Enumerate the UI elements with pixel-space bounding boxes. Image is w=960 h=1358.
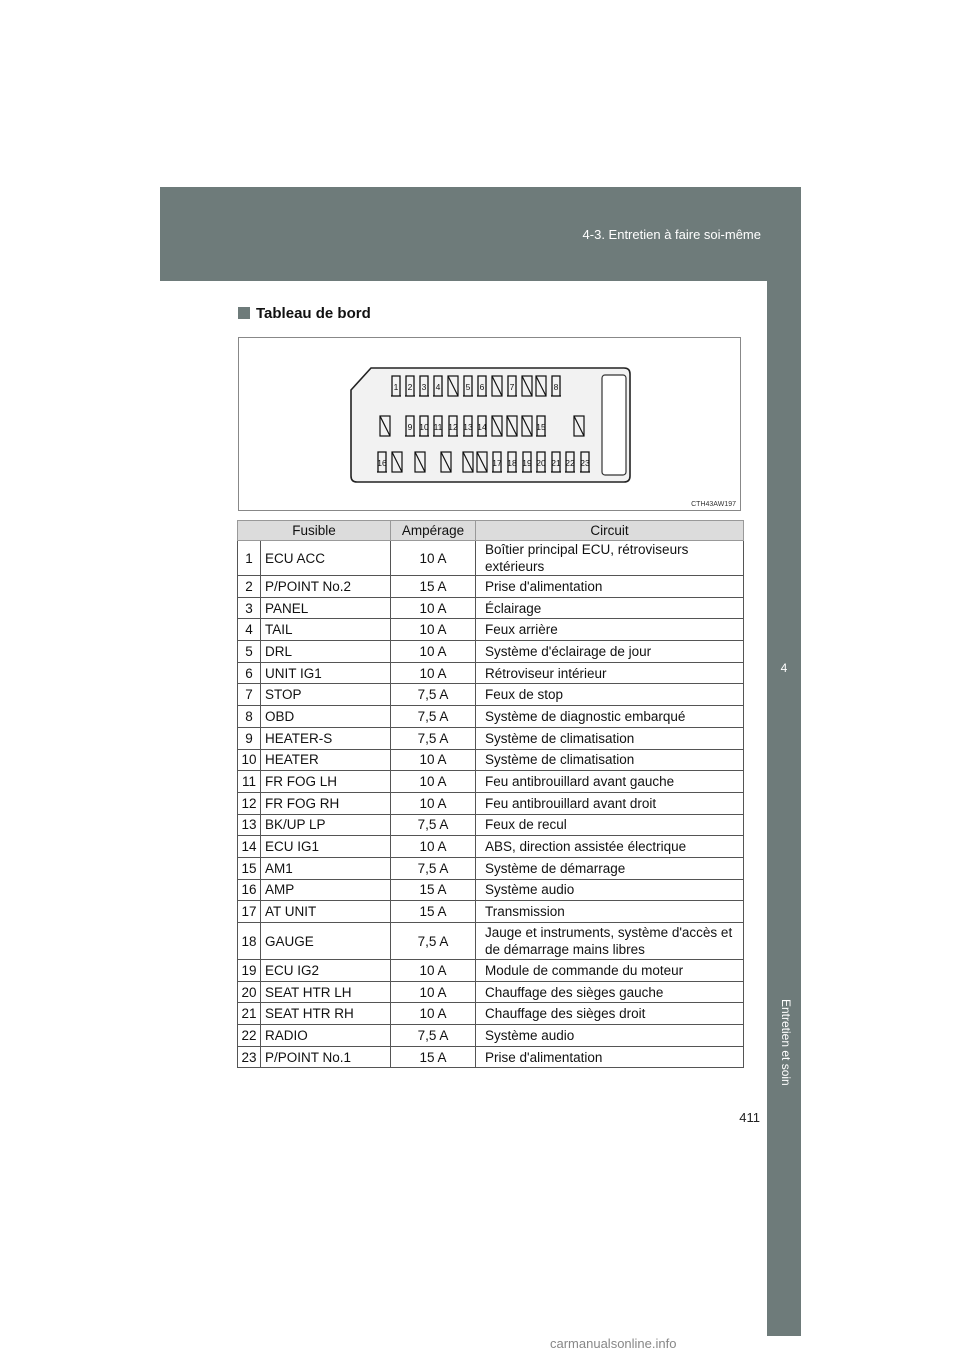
fuse-circuit: Transmission [476, 901, 744, 923]
fuse-circuit: Jauge et instruments, système d'accès et de démarrage mains libres [476, 923, 744, 960]
table-row [238, 1003, 744, 1025]
fuse-label-4: 4 [435, 382, 441, 392]
fuse-amperage: 10 A [391, 836, 476, 858]
table-row [238, 857, 744, 879]
fuse-name: HEATER [261, 749, 391, 771]
table-row [238, 771, 744, 793]
page-number: 411 [739, 1110, 760, 1125]
fuse-number: 17 [238, 901, 261, 923]
fuse-amperage: 10 A [391, 597, 476, 619]
chapter-side-tab [767, 281, 801, 1336]
fuse-amperage: 7,5 A [391, 684, 476, 706]
fuse-amperage: 10 A [391, 619, 476, 641]
table-row [238, 684, 744, 706]
fuse-circuit: Système de diagnostic embarqué [476, 706, 744, 728]
fuse-number: 19 [238, 960, 261, 982]
table-header-row [238, 521, 744, 541]
fuse-number: 10 [238, 749, 261, 771]
fuse-circuit: Système audio [476, 879, 744, 901]
fuse-name: GAUGE [261, 923, 391, 960]
fuse-label-5: 5 [465, 382, 471, 392]
fuse-name: HEATER-S [261, 727, 391, 749]
fuse-number: 23 [238, 1046, 261, 1068]
table-row [238, 727, 744, 749]
fuse-name: FR FOG RH [261, 792, 391, 814]
fuse-amperage: 7,5 A [391, 857, 476, 879]
fuse-circuit: Chauffage des sièges droit [476, 1003, 744, 1025]
fuse-label-14: 14 [477, 422, 487, 432]
fuse-name: P/POINT No.2 [261, 576, 391, 598]
fuse-name: ECU ACC [261, 541, 391, 576]
fuse-amperage: 15 A [391, 901, 476, 923]
fuse-box-cover-slot [602, 375, 626, 475]
fuse-name: AMP [261, 879, 391, 901]
fuse-number: 12 [238, 792, 261, 814]
header-circuit: Circuit [476, 521, 744, 541]
table-row [238, 576, 744, 598]
fuse-circuit: Système de démarrage [476, 857, 744, 879]
fuse-name: SEAT HTR LH [261, 981, 391, 1003]
fuse-circuit: Feux arrière [476, 619, 744, 641]
fuse-label-7: 7 [509, 382, 515, 392]
fuse-number: 18 [238, 923, 261, 960]
fuse-label-15: 15 [536, 422, 546, 432]
table-row [238, 619, 744, 641]
fuse-name: ECU IG2 [261, 960, 391, 982]
fuse-table [237, 520, 744, 1068]
fuse-circuit: Rétroviseur intérieur [476, 662, 744, 684]
fuse-number: 7 [238, 684, 261, 706]
fuse-name: DRL [261, 641, 391, 663]
fuse-label-16: 16 [377, 458, 387, 468]
table-row [238, 641, 744, 663]
watermark: carmanualsonline.info [550, 1336, 677, 1351]
table-row [238, 923, 744, 960]
square-bullet-icon [238, 307, 250, 319]
fuse-number: 2 [238, 576, 261, 598]
fuse-number: 16 [238, 879, 261, 901]
table-row [238, 597, 744, 619]
table-row [238, 981, 744, 1003]
fuse-number: 8 [238, 706, 261, 728]
fuse-name: BK/UP LP [261, 814, 391, 836]
fuse-name: SEAT HTR RH [261, 1003, 391, 1025]
fuse-label-10: 10 [419, 422, 429, 432]
fuse-number: 13 [238, 814, 261, 836]
table-row [238, 662, 744, 684]
fuse-number: 15 [238, 857, 261, 879]
fuse-amperage: 7,5 A [391, 814, 476, 836]
fuse-name: AM1 [261, 857, 391, 879]
chapter-title: Entretien et soin [779, 999, 793, 1086]
fuse-circuit: Prise d'alimentation [476, 576, 744, 598]
fuse-circuit: Système de climatisation [476, 749, 744, 771]
table-row [238, 879, 744, 901]
page-heading [238, 305, 371, 322]
fuse-label-11: 11 [433, 422, 443, 432]
fuse-number: 14 [238, 836, 261, 858]
fuse-label-13: 13 [463, 422, 473, 432]
header-band [160, 187, 801, 281]
heading-text: Tableau de bord [256, 305, 371, 322]
fuse-circuit: Feu antibrouillard avant droit [476, 792, 744, 814]
fuse-name: UNIT IG1 [261, 662, 391, 684]
fuse-amperage: 7,5 A [391, 706, 476, 728]
fuse-label-21: 21 [551, 458, 561, 468]
fuse-amperage: 15 A [391, 879, 476, 901]
table-row [238, 706, 744, 728]
fuse-label-22: 22 [565, 458, 575, 468]
fuse-circuit: Feux de recul [476, 814, 744, 836]
fuse-label-17: 17 [492, 458, 502, 468]
fuse-circuit: Système d'éclairage de jour [476, 641, 744, 663]
fuse-number: 6 [238, 662, 261, 684]
fuse-amperage: 10 A [391, 1003, 476, 1025]
table-row [238, 749, 744, 771]
fuse-amperage: 15 A [391, 1046, 476, 1068]
fuse-amperage: 10 A [391, 981, 476, 1003]
fuse-box-diagram [239, 338, 742, 512]
fuse-number: 1 [238, 541, 261, 576]
table-row [238, 1046, 744, 1068]
chapter-number: 4 [780, 661, 788, 675]
fuse-name: FR FOG LH [261, 771, 391, 793]
fuse-amperage: 10 A [391, 771, 476, 793]
fuse-number: 20 [238, 981, 261, 1003]
fuse-label-1: 1 [393, 382, 399, 392]
fuse-label-20: 20 [536, 458, 546, 468]
figure-code: CTH43AW197 [691, 501, 736, 508]
fuse-label-18: 18 [507, 458, 517, 468]
fuse-amperage: 10 A [391, 541, 476, 576]
table-row [238, 541, 744, 576]
fuse-circuit: Boîtier principal ECU, rétroviseurs extérieurs [476, 541, 744, 576]
fuse-amperage: 15 A [391, 576, 476, 598]
fuse-amperage: 10 A [391, 792, 476, 814]
table-row [238, 901, 744, 923]
fuse-number: 22 [238, 1025, 261, 1047]
fuse-circuit: Chauffage des sièges gauche [476, 981, 744, 1003]
fuse-label-12: 12 [448, 422, 458, 432]
table-row [238, 836, 744, 858]
table-row [238, 814, 744, 836]
fuse-label-19: 19 [522, 458, 532, 468]
header-fusible: Fusible [238, 521, 391, 541]
fuse-circuit: Feux de stop [476, 684, 744, 706]
header-amperage: Ampérage [391, 521, 476, 541]
fuse-label-9: 9 [407, 422, 413, 432]
section-title: 4-3. Entretien à faire soi-même [582, 227, 761, 242]
fuse-label-23: 23 [580, 458, 590, 468]
fuse-name: TAIL [261, 619, 391, 641]
fuse-label-6: 6 [479, 382, 485, 392]
fuse-number: 21 [238, 1003, 261, 1025]
fuse-amperage: 7,5 A [391, 1025, 476, 1047]
fuse-circuit: Prise d'alimentation [476, 1046, 744, 1068]
fuse-label-3: 3 [421, 382, 427, 392]
table-row [238, 1025, 744, 1047]
fuse-amperage: 10 A [391, 749, 476, 771]
fuse-name: OBD [261, 706, 391, 728]
fuse-name: AT UNIT [261, 901, 391, 923]
fuse-label-8: 8 [553, 382, 559, 392]
fuse-number: 5 [238, 641, 261, 663]
fuse-circuit: Système de climatisation [476, 727, 744, 749]
table-row [238, 960, 744, 982]
fuse-name: P/POINT No.1 [261, 1046, 391, 1068]
fuse-name: PANEL [261, 597, 391, 619]
fuse-circuit: Système audio [476, 1025, 744, 1047]
fuse-amperage: 10 A [391, 662, 476, 684]
fuse-amperage: 10 A [391, 641, 476, 663]
fuse-circuit: Module de commande du moteur [476, 960, 744, 982]
fuse-name: RADIO [261, 1025, 391, 1047]
fuse-amperage: 10 A [391, 960, 476, 982]
fuse-label-2: 2 [407, 382, 413, 392]
fuse-number: 9 [238, 727, 261, 749]
fuse-amperage: 7,5 A [391, 727, 476, 749]
fuse-box-figure [238, 337, 741, 511]
fuse-number: 11 [238, 771, 261, 793]
fuse-amperage: 7,5 A [391, 923, 476, 960]
fuse-name: ECU IG1 [261, 836, 391, 858]
fuse-circuit: Éclairage [476, 597, 744, 619]
fuse-name: STOP [261, 684, 391, 706]
fuse-circuit: Feu antibrouillard avant gauche [476, 771, 744, 793]
fuse-number: 3 [238, 597, 261, 619]
fuse-circuit: ABS, direction assistée électrique [476, 836, 744, 858]
fuse-number: 4 [238, 619, 261, 641]
table-row [238, 792, 744, 814]
